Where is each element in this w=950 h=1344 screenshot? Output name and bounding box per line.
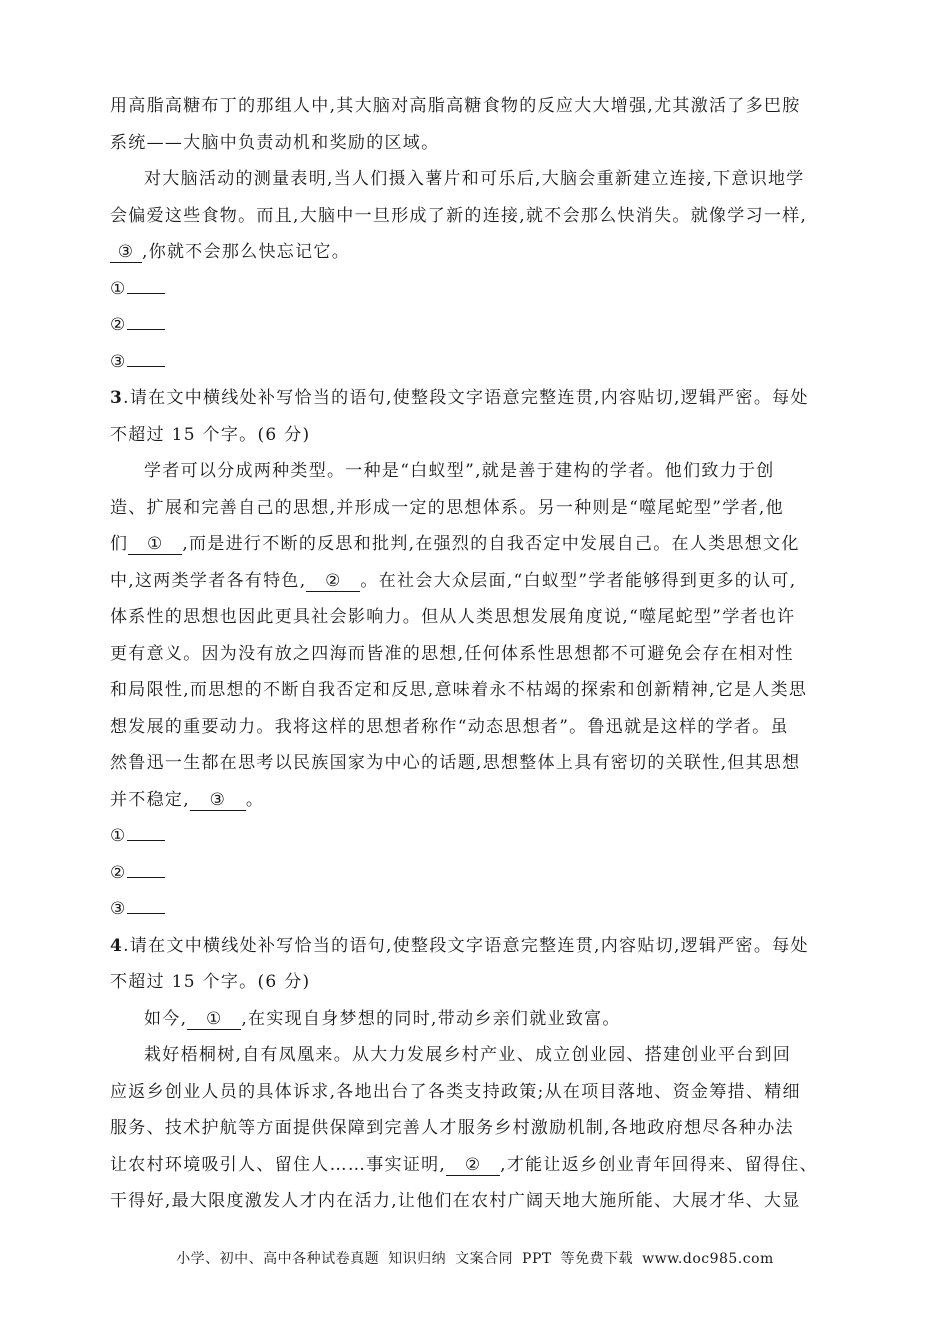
text-segment: ,你就不会那么快忘记它。	[142, 242, 351, 262]
text-line: 对大脑活动的测量表明,当人们摄入薯片和可乐后,大脑会重新建立连接,下意识地学	[144, 169, 805, 189]
document-body	[110, 88, 845, 1220]
text-line: 服务、技术护航等方面提供保障到完善人才服务乡村激励机制,各地政府想尽各种办法	[110, 1118, 794, 1138]
answer-blank[interactable]	[127, 315, 165, 330]
question-number: 3	[110, 388, 124, 408]
text-line	[110, 234, 845, 271]
text-segment: 。在社会大众层面,“白蚁型”学者能够得到更多的认可,	[360, 570, 797, 591]
text-line	[110, 782, 845, 819]
answer-blank[interactable]	[127, 279, 165, 294]
fill-blank-2[interactable]: ②	[446, 1155, 500, 1176]
text-line	[110, 526, 845, 563]
text-line	[110, 563, 845, 600]
text-segment: ,而是进行不断的反思和批判,在强烈的自我否定中发展自己。在人类思想文化	[182, 534, 800, 554]
text-segment: .请在文中横线处补写恰当的语句,使整段文字语意完整连贯,内容贴切,逻辑严密。每处	[123, 935, 809, 956]
text-line: 造、扩展和完善自己的思想,并形成一定的思想体系。另一种则是“噬尾蛇型”学者,他	[110, 497, 784, 518]
answer-label: ②	[110, 862, 127, 883]
text-line: 想发展的重要动力。我将这样的思想者称作“动态思想者”。鲁迅就是这样的学者。虽	[110, 716, 789, 737]
question-number: 4	[110, 935, 124, 956]
text-line: 然鲁迅一生都在思考以民族国家为中心的话题,思想整体上具有密切的关联性,但其思想	[110, 753, 801, 773]
fill-blank-2[interactable]: ②	[306, 571, 360, 592]
text-line: 更有意义。因为没有放之四海而皆准的思想,任何体系性思想都不可避免会存在相对性	[110, 643, 794, 664]
text-segment: 并不稳定,	[110, 789, 190, 810]
text-segment: 让农村环境吸引人、留住人……事实证明,	[110, 1154, 447, 1175]
text-line: 体系性的思想也因此更具社会影响力。但从人类思想发展角度说,“噬尾蛇型”学者也许	[110, 607, 796, 627]
text-line: 学者可以分成两种类型。一种是“白蚁型”,就是善于建构的学者。他们致力于创	[144, 461, 775, 481]
text-segment: 。	[245, 789, 265, 810]
text-line: 不超过 15 个字。(6 分)	[110, 972, 311, 992]
answer-label: ②	[110, 315, 127, 335]
text-segment: ,在实现自身梦想的同时,带动乡亲们就业致富。	[241, 1008, 621, 1029]
text-line	[110, 1001, 845, 1038]
text-segment: .请在文中横线处补写恰当的语句,使整段文字语意完整连贯,内容贴切,逻辑严密。每处	[123, 388, 809, 408]
answer-line-1	[110, 271, 845, 308]
answer-blank[interactable]	[127, 826, 165, 841]
answer-line-2	[110, 855, 845, 892]
text-line: 和局限性,而思想的不断自我否定和反思,意味着永不枯竭的探索和创新精神,它是人类思	[110, 680, 808, 700]
text-line: 干得好,最大限度激发人才内在活力,让他们在农村广阔天地大施所能、大展才华、大显	[110, 1191, 801, 1211]
text-segment: 如今,	[144, 1008, 188, 1029]
page-footer: 小学、初中、高中各种试卷真题 知识归纳 文案合同 PPT 等免费下载 www.doc985.com	[176, 1251, 774, 1267]
answer-line-3	[110, 891, 845, 928]
answer-line-3	[110, 344, 845, 381]
answer-line-1	[110, 818, 845, 855]
text-line	[110, 1147, 845, 1184]
text-line: 会偏爱这些食物。而且,大脑中一旦形成了新的连接,就不会那么快消失。就像学习一样,	[110, 205, 808, 226]
text-line: 不超过 15 个字。(6 分)	[110, 424, 311, 445]
answer-blank[interactable]	[127, 863, 165, 878]
answer-line-2	[110, 307, 845, 344]
text-line: 用高脂高糖布丁的那组人中,其大脑对高脂高糖食物的反应大大增强,尤其激活了多巴胺	[110, 96, 801, 116]
question-3-instruction	[110, 380, 845, 417]
answer-label: ①	[110, 278, 127, 299]
answer-label: ③	[110, 899, 127, 919]
fill-blank-3[interactable]: ③	[190, 790, 246, 811]
fill-blank-1[interactable]: ①	[187, 1009, 241, 1030]
text-line: 系统——大脑中负责动机和奖励的区域。	[110, 132, 440, 153]
answer-blank[interactable]	[127, 899, 165, 914]
text-segment: 中,这两类学者各有特色,	[110, 570, 307, 591]
fill-blank-1[interactable]: ①	[128, 534, 182, 555]
text-line: 栽好梧桐树,自有凤凰来。从大力发展乡村产业、成立创业园、搭建创业平台到回	[144, 1045, 792, 1065]
fill-blank-3[interactable]: ③	[110, 242, 142, 263]
text-line: 应返乡创业人员的具体诉求,各地出台了各类支持政策;从在项目落地、资金筹措、精细	[110, 1081, 801, 1102]
text-segment: 们	[110, 534, 129, 554]
text-segment: ,才能让返乡创业青年回得来、留得住、	[500, 1154, 818, 1175]
answer-label: ③	[110, 351, 127, 372]
answer-blank[interactable]	[127, 352, 165, 367]
question-4-instruction	[110, 928, 845, 965]
answer-label: ①	[110, 826, 127, 846]
